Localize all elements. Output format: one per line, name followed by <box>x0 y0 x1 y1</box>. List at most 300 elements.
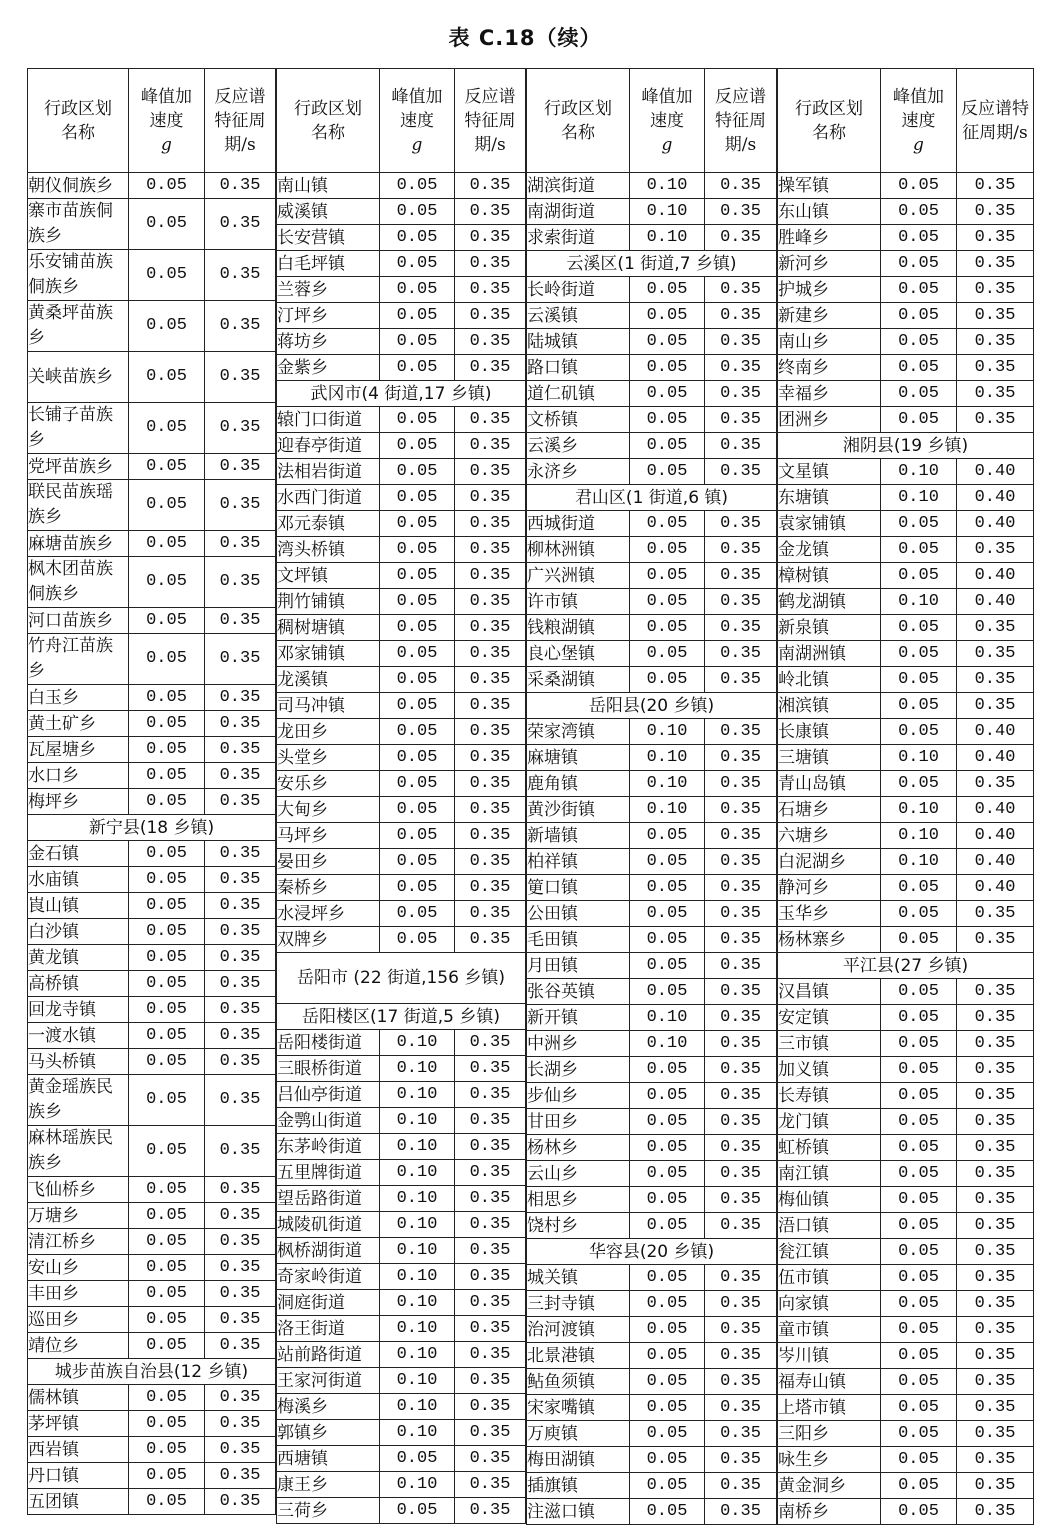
table-row <box>778 1005 1034 1031</box>
table-row <box>277 563 526 589</box>
table-row <box>28 199 276 250</box>
characteristic-period-value: 0.35 <box>705 1265 777 1291</box>
characteristic-period-value: 0.35 <box>205 789 276 815</box>
characteristic-period-value: 0.35 <box>205 711 276 737</box>
header-pga-label: 峰值加速度 <box>141 86 192 131</box>
section-heading: 岳阳市 (22 街道,156 乡镇) <box>277 953 526 1004</box>
table-row <box>778 251 1034 277</box>
characteristic-period-value: 0.35 <box>205 1281 276 1307</box>
characteristic-period-value: 0.35 <box>957 407 1034 433</box>
table-row <box>277 1290 526 1316</box>
table-row <box>527 1109 777 1135</box>
table-row <box>778 1343 1034 1369</box>
characteristic-period-value: 0.35 <box>205 971 276 997</box>
peak-acceleration-value: 0.05 <box>881 1213 957 1239</box>
table-column-group-1 <box>27 68 276 1515</box>
header-name: 行政区划名称 <box>28 69 129 173</box>
section-heading: 城步苗族自治县(12 乡镇) <box>28 1359 276 1385</box>
characteristic-period-value: 0.35 <box>705 927 777 953</box>
peak-acceleration-value: 0.05 <box>630 667 705 693</box>
peak-acceleration-value: 0.05 <box>630 407 705 433</box>
peak-acceleration-value: 0.05 <box>881 719 957 745</box>
region-name: 枫桥湖街道 <box>277 1238 380 1264</box>
table-row <box>527 511 777 537</box>
table-row <box>527 433 777 459</box>
peak-acceleration-value: 0.05 <box>380 849 455 875</box>
table-row <box>28 789 276 815</box>
table-row <box>778 277 1034 303</box>
peak-acceleration-value: 0.05 <box>881 979 957 1005</box>
peak-acceleration-value: 0.10 <box>380 1056 455 1082</box>
header-pga-unit: g <box>411 134 423 155</box>
peak-acceleration-value: 0.10 <box>630 719 705 745</box>
region-name: 南山乡 <box>778 329 881 355</box>
peak-acceleration-value: 0.10 <box>380 1134 455 1160</box>
table-row <box>527 667 777 693</box>
characteristic-period-value: 0.35 <box>957 1083 1034 1109</box>
characteristic-period-value: 0.35 <box>205 557 276 608</box>
characteristic-period-value: 0.35 <box>205 250 276 301</box>
region-name: 兰蓉乡 <box>277 277 380 303</box>
table-row <box>527 1369 777 1395</box>
region-name: 治河渡镇 <box>527 1317 630 1343</box>
characteristic-period-value: 0.35 <box>205 893 276 919</box>
peak-acceleration-value: 0.05 <box>630 953 705 979</box>
peak-acceleration-value: 0.05 <box>630 459 705 485</box>
characteristic-period-value: 0.35 <box>205 1229 276 1255</box>
table-row <box>277 875 526 901</box>
table-row <box>28 1203 276 1229</box>
peak-acceleration-value: 0.10 <box>380 1290 455 1316</box>
region-name: 枫木团苗族侗族乡 <box>28 557 129 608</box>
table-row <box>277 1264 526 1290</box>
peak-acceleration-value: 0.05 <box>129 173 205 199</box>
peak-acceleration-value: 0.05 <box>630 615 705 641</box>
peak-acceleration-value: 0.10 <box>380 1238 455 1264</box>
peak-acceleration-value: 0.05 <box>881 511 957 537</box>
region-name: 儒林镇 <box>28 1385 129 1411</box>
table-row <box>778 1135 1034 1161</box>
region-name: 咏生乡 <box>778 1447 881 1473</box>
table-row <box>778 797 1034 823</box>
table-row <box>527 1421 777 1447</box>
characteristic-period-value: 0.35 <box>455 1446 526 1472</box>
characteristic-period-value: 0.35 <box>957 1005 1034 1031</box>
header-pga <box>129 69 205 173</box>
table-row <box>527 823 777 849</box>
peak-acceleration-value: 0.05 <box>380 407 455 433</box>
characteristic-period-value: 0.35 <box>705 589 777 615</box>
table-row <box>778 927 1034 953</box>
region-name: 毛田镇 <box>527 927 630 953</box>
region-name: 长寿镇 <box>778 1083 881 1109</box>
header-pga <box>380 69 455 173</box>
peak-acceleration-value: 0.10 <box>881 459 957 485</box>
characteristic-period-value: 0.35 <box>705 355 777 381</box>
peak-acceleration-value: 0.05 <box>881 329 957 355</box>
region-name: 河口苗族乡 <box>28 608 129 634</box>
peak-acceleration-value: 0.10 <box>630 1005 705 1031</box>
characteristic-period-value: 0.35 <box>455 719 526 745</box>
section-row <box>527 1239 777 1265</box>
region-name: 广兴洲镇 <box>527 563 630 589</box>
characteristic-period-value: 0.35 <box>455 1290 526 1316</box>
table-row <box>778 485 1034 511</box>
table-row <box>28 893 276 919</box>
characteristic-period-value: 0.35 <box>957 1291 1034 1317</box>
characteristic-period-value: 0.35 <box>455 1056 526 1082</box>
peak-acceleration-value: 0.05 <box>380 251 455 277</box>
region-name: 汉昌镇 <box>778 979 881 1005</box>
region-name: 站前路街道 <box>277 1342 380 1368</box>
table-row <box>28 1023 276 1049</box>
region-name: 长湖乡 <box>527 1057 630 1083</box>
table-row <box>277 1160 526 1186</box>
region-name: 金鹗山街道 <box>277 1108 380 1134</box>
peak-acceleration-value: 0.05 <box>630 1473 705 1499</box>
table-row <box>778 329 1034 355</box>
region-name: 五里牌街道 <box>277 1160 380 1186</box>
region-name: 水口乡 <box>28 763 129 789</box>
characteristic-period-value: 0.35 <box>455 693 526 719</box>
characteristic-period-value: 0.35 <box>455 1160 526 1186</box>
table-row <box>277 719 526 745</box>
characteristic-period-value: 0.40 <box>957 797 1034 823</box>
peak-acceleration-value: 0.05 <box>380 641 455 667</box>
table-row <box>527 745 777 771</box>
region-name: 饶村乡 <box>527 1213 630 1239</box>
table-row <box>527 1473 777 1499</box>
region-name: 司马冲镇 <box>277 693 380 719</box>
peak-acceleration-value: 0.05 <box>630 589 705 615</box>
characteristic-period-value: 0.35 <box>957 901 1034 927</box>
peak-acceleration-value: 0.05 <box>380 511 455 537</box>
peak-acceleration-value: 0.05 <box>380 1446 455 1472</box>
peak-acceleration-value: 0.05 <box>881 927 957 953</box>
peak-acceleration-value: 0.05 <box>630 1421 705 1447</box>
region-name: 万塘乡 <box>28 1203 129 1229</box>
characteristic-period-value: 0.35 <box>205 1463 276 1489</box>
table-row <box>28 841 276 867</box>
table-column-group-2 <box>276 68 526 1524</box>
characteristic-period-value: 0.35 <box>957 1447 1034 1473</box>
peak-acceleration-value: 0.10 <box>380 1394 455 1420</box>
region-name: 新开镇 <box>527 1005 630 1031</box>
characteristic-period-value: 0.35 <box>705 407 777 433</box>
table-row <box>778 1083 1034 1109</box>
characteristic-period-value: 0.35 <box>957 1499 1034 1525</box>
table-row <box>277 303 526 329</box>
characteristic-period-value: 0.35 <box>205 1075 276 1126</box>
region-name: 鹤龙湖镇 <box>778 589 881 615</box>
peak-acceleration-value: 0.05 <box>129 1203 205 1229</box>
peak-acceleration-value: 0.05 <box>881 1447 957 1473</box>
table-row <box>527 1005 777 1031</box>
peak-acceleration-value: 0.05 <box>380 277 455 303</box>
peak-acceleration-value: 0.05 <box>380 329 455 355</box>
region-name: 康王乡 <box>277 1472 380 1498</box>
characteristic-period-value: 0.35 <box>957 1395 1034 1421</box>
peak-acceleration-value: 0.05 <box>630 979 705 1005</box>
section-heading: 新宁县(18 乡镇) <box>28 815 276 841</box>
region-name: 幸福乡 <box>778 381 881 407</box>
region-name: 瓮江镇 <box>778 1239 881 1265</box>
region-name: 陆城镇 <box>527 329 630 355</box>
region-name: 三阳乡 <box>778 1421 881 1447</box>
characteristic-period-value: 0.35 <box>957 1135 1034 1161</box>
characteristic-period-value: 0.35 <box>455 875 526 901</box>
peak-acceleration-value: 0.10 <box>881 849 957 875</box>
peak-acceleration-value: 0.10 <box>630 199 705 225</box>
table-row <box>778 745 1034 771</box>
table-row <box>527 1187 777 1213</box>
peak-acceleration-value: 0.05 <box>881 537 957 563</box>
region-name: 崀山镇 <box>28 893 129 919</box>
peak-acceleration-value: 0.05 <box>129 1333 205 1359</box>
peak-acceleration-value: 0.05 <box>380 667 455 693</box>
table-row <box>527 927 777 953</box>
characteristic-period-value: 0.35 <box>455 927 526 953</box>
characteristic-period-value: 0.35 <box>705 1187 777 1213</box>
region-name: 岑川镇 <box>778 1343 881 1369</box>
table-row <box>778 1421 1034 1447</box>
region-name: 安山乡 <box>28 1255 129 1281</box>
peak-acceleration-value: 0.05 <box>129 893 205 919</box>
region-name: 辕门口街道 <box>277 407 380 433</box>
characteristic-period-value: 0.35 <box>957 303 1034 329</box>
characteristic-period-value: 0.35 <box>205 608 276 634</box>
region-name: 三封寺镇 <box>527 1291 630 1317</box>
characteristic-period-value: 0.35 <box>455 1108 526 1134</box>
region-name: 甘田乡 <box>527 1109 630 1135</box>
peak-acceleration-value: 0.10 <box>380 1186 455 1212</box>
seismic-parameter-table <box>27 68 1039 1522</box>
section-heading: 武冈市(4 街道,17 乡镇) <box>277 381 526 407</box>
region-name: 岳阳楼街道 <box>277 1030 380 1056</box>
table-row <box>527 641 777 667</box>
region-name: 三眼桥街道 <box>277 1056 380 1082</box>
region-name: 城关镇 <box>527 1265 630 1291</box>
table-row <box>277 277 526 303</box>
table-row <box>527 1135 777 1161</box>
table-row <box>277 1394 526 1420</box>
characteristic-period-value: 0.35 <box>957 173 1034 199</box>
table-row <box>277 251 526 277</box>
section-heading: 云溪区(1 街道,7 乡镇) <box>527 251 777 277</box>
peak-acceleration-value: 0.05 <box>129 711 205 737</box>
peak-acceleration-value: 0.05 <box>881 199 957 225</box>
peak-acceleration-value: 0.05 <box>129 1255 205 1281</box>
table-row <box>277 901 526 927</box>
region-name: 麻林瑶族民族乡 <box>28 1126 129 1177</box>
table-row <box>277 1212 526 1238</box>
region-name: 南湖洲镇 <box>778 641 881 667</box>
peak-acceleration-value: 0.05 <box>630 823 705 849</box>
characteristic-period-value: 0.35 <box>455 771 526 797</box>
table-row <box>778 511 1034 537</box>
characteristic-period-value: 0.35 <box>455 1498 526 1524</box>
table-row <box>527 329 777 355</box>
table-column-group-4 <box>777 68 1034 1525</box>
region-name: 丰田乡 <box>28 1281 129 1307</box>
characteristic-period-value: 0.35 <box>705 1395 777 1421</box>
peak-acceleration-value: 0.05 <box>881 303 957 329</box>
region-name: 文星镇 <box>778 459 881 485</box>
region-name: 南山镇 <box>277 173 380 199</box>
peak-acceleration-value: 0.05 <box>881 1343 957 1369</box>
table-row <box>778 667 1034 693</box>
table-row <box>28 867 276 893</box>
characteristic-period-value: 0.35 <box>705 771 777 797</box>
characteristic-period-value: 0.35 <box>705 797 777 823</box>
table-row <box>778 771 1034 797</box>
characteristic-period-value: 0.35 <box>455 823 526 849</box>
region-name: 插旗镇 <box>527 1473 630 1499</box>
section-heading: 岳阳县(20 乡镇) <box>527 693 777 719</box>
peak-acceleration-value: 0.10 <box>881 797 957 823</box>
characteristic-period-value: 0.35 <box>705 1343 777 1369</box>
region-name: 麻塘苗族乡 <box>28 531 129 557</box>
table-row <box>527 615 777 641</box>
table-row <box>28 763 276 789</box>
region-name: 文桥镇 <box>527 407 630 433</box>
region-name: 操军镇 <box>778 173 881 199</box>
region-name: 虹桥镇 <box>778 1135 881 1161</box>
table-row <box>527 407 777 433</box>
peak-acceleration-value: 0.05 <box>380 303 455 329</box>
table-row <box>527 979 777 1005</box>
region-name: 城陵矶街道 <box>277 1212 380 1238</box>
peak-acceleration-value: 0.10 <box>881 745 957 771</box>
characteristic-period-value: 0.35 <box>455 1420 526 1446</box>
characteristic-period-value: 0.35 <box>455 173 526 199</box>
characteristic-period-value: 0.35 <box>957 1031 1034 1057</box>
region-name: 金石镇 <box>28 841 129 867</box>
peak-acceleration-value: 0.05 <box>129 403 205 454</box>
characteristic-period-value: 0.35 <box>455 1394 526 1420</box>
table-row <box>778 1109 1034 1135</box>
peak-acceleration-value: 0.05 <box>380 615 455 641</box>
section-row <box>527 693 777 719</box>
peak-acceleration-value: 0.05 <box>380 875 455 901</box>
region-name: 白毛坪镇 <box>277 251 380 277</box>
peak-acceleration-value: 0.05 <box>380 433 455 459</box>
table-column-group-3 <box>526 68 777 1525</box>
characteristic-period-value: 0.35 <box>455 303 526 329</box>
peak-acceleration-value: 0.05 <box>881 1161 957 1187</box>
region-name: 大甸乡 <box>277 797 380 823</box>
region-name: 梅仙镇 <box>778 1187 881 1213</box>
characteristic-period-value: 0.35 <box>205 1126 276 1177</box>
table-row <box>28 250 276 301</box>
table-row <box>277 1134 526 1160</box>
region-name: 金紫乡 <box>277 355 380 381</box>
region-name: 汀坪乡 <box>277 303 380 329</box>
characteristic-period-value: 0.35 <box>957 537 1034 563</box>
peak-acceleration-value: 0.10 <box>380 1082 455 1108</box>
characteristic-period-value: 0.35 <box>705 615 777 641</box>
characteristic-period-value: 0.40 <box>957 459 1034 485</box>
region-name: 上塔市镇 <box>778 1395 881 1421</box>
characteristic-period-value: 0.35 <box>205 1385 276 1411</box>
peak-acceleration-value: 0.10 <box>630 173 705 199</box>
region-name: 许市镇 <box>527 589 630 615</box>
table-row <box>778 1317 1034 1343</box>
region-name: 马头桥镇 <box>28 1049 129 1075</box>
region-name: 杨林寨乡 <box>778 927 881 953</box>
peak-acceleration-value: 0.05 <box>129 199 205 250</box>
peak-acceleration-value: 0.05 <box>630 1187 705 1213</box>
region-name: 梅溪乡 <box>277 1394 380 1420</box>
table-row <box>28 403 276 454</box>
peak-acceleration-value: 0.05 <box>630 901 705 927</box>
table-row <box>527 1291 777 1317</box>
peak-acceleration-value: 0.05 <box>881 381 957 407</box>
table-row <box>778 1239 1034 1265</box>
region-name: 路口镇 <box>527 355 630 381</box>
region-name: 西岩镇 <box>28 1437 129 1463</box>
table-row <box>277 485 526 511</box>
table-row <box>527 1499 777 1525</box>
peak-acceleration-value: 0.05 <box>881 1291 957 1317</box>
section-heading: 岳阳楼区(17 街道,5 乡镇) <box>277 1004 526 1030</box>
region-name: 长铺子苗族乡 <box>28 403 129 454</box>
characteristic-period-value: 0.35 <box>455 1342 526 1368</box>
region-name: 护城乡 <box>778 277 881 303</box>
region-name: 麻塘镇 <box>527 745 630 771</box>
region-name: 西塘镇 <box>277 1446 380 1472</box>
peak-acceleration-value: 0.05 <box>881 407 957 433</box>
characteristic-period-value: 0.35 <box>205 454 276 480</box>
region-name: 寨市苗族侗族乡 <box>28 199 129 250</box>
peak-acceleration-value: 0.05 <box>630 1499 705 1525</box>
table-row <box>28 1126 276 1177</box>
peak-acceleration-value: 0.10 <box>380 1368 455 1394</box>
characteristic-period-value: 0.35 <box>705 563 777 589</box>
table-row <box>277 1056 526 1082</box>
region-name: 安定镇 <box>778 1005 881 1031</box>
region-name: 湘滨镇 <box>778 693 881 719</box>
characteristic-period-value: 0.35 <box>205 531 276 557</box>
table-row <box>778 1265 1034 1291</box>
region-name: 东塘镇 <box>778 485 881 511</box>
peak-acceleration-value: 0.05 <box>129 1126 205 1177</box>
table-row <box>778 901 1034 927</box>
peak-acceleration-value: 0.05 <box>630 563 705 589</box>
peak-acceleration-value: 0.05 <box>630 1213 705 1239</box>
region-name: 岭北镇 <box>778 667 881 693</box>
region-name: 白泥湖乡 <box>778 849 881 875</box>
region-name: 王家河街道 <box>277 1368 380 1394</box>
region-name: 法相岩街道 <box>277 459 380 485</box>
characteristic-period-value: 0.35 <box>957 1343 1034 1369</box>
characteristic-period-value: 0.35 <box>705 199 777 225</box>
peak-acceleration-value: 0.05 <box>129 480 205 531</box>
table-row <box>28 737 276 763</box>
region-name: 郭镇乡 <box>277 1420 380 1446</box>
characteristic-period-value: 0.35 <box>205 1177 276 1203</box>
peak-acceleration-value: 0.05 <box>129 1437 205 1463</box>
peak-acceleration-value: 0.05 <box>630 355 705 381</box>
peak-acceleration-value: 0.05 <box>129 971 205 997</box>
table-row <box>527 1213 777 1239</box>
region-name: 六塘乡 <box>778 823 881 849</box>
peak-acceleration-value: 0.05 <box>881 901 957 927</box>
header-row <box>28 69 276 173</box>
characteristic-period-value: 0.40 <box>957 485 1034 511</box>
table-row <box>778 303 1034 329</box>
peak-acceleration-value: 0.10 <box>380 1212 455 1238</box>
